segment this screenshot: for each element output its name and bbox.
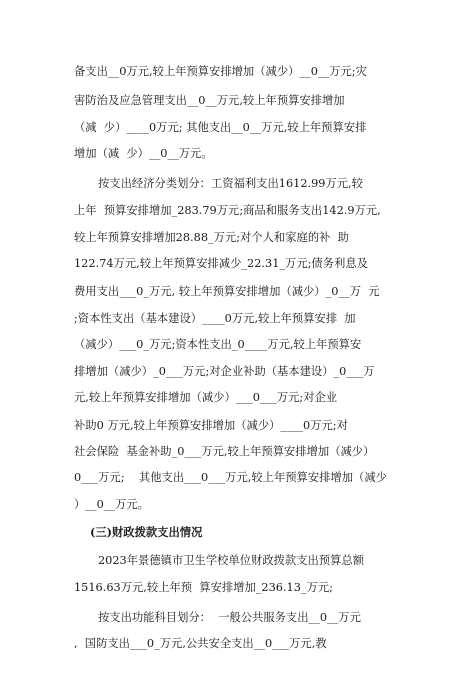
text-segment: （减少）___0_万元;资本性支出_0____万元,较上年预算安 <box>74 338 362 351</box>
text-segment: 1516.63万元,较上年预 算安排增加_236.13_万元; <box>74 581 333 594</box>
text-segment: 按支出经济分类划分：工资福利支出1612.99万元,较 <box>98 177 363 190</box>
text-segment: ）__0__万元。 <box>74 498 149 511</box>
text-segment: 2023年景德镇市卫生学校单位财政拨款支出预算总额 <box>98 554 364 567</box>
text-segment: 0___万元; 其他支出___0___万元,较上年预算安排增加（减少 <box>74 471 387 484</box>
text-segment: 增加（减 少）__0__万元。 <box>74 147 213 160</box>
text-segment: 上年 预算安排增加_283.79万元;商品和服务支出142.9万元, <box>74 204 381 217</box>
text-segment: 补助0 万元,较上年预算安排增加（减少）____0万元;对 <box>74 419 348 432</box>
text-segment: 社会保险 基金补助_0___万元,较上年预算安排增加（减少） <box>74 445 375 458</box>
text-segment: (三)财政拨款支出情况 <box>90 525 203 539</box>
text-segment: 排增加（减少）_0___万元;对企业补助（基本建设）_0___万 <box>74 365 375 378</box>
text-segment: 元,较上年预算安排增加（减少）___0___万元;对企业 <box>74 391 338 404</box>
text-segment: 备支出__0万元,较上年预算安排增加（减少）__0__万元;灾 <box>74 65 367 78</box>
text-segment: 害防治及应急管理支出__0__万元,较上年预算安排增加 <box>74 94 345 107</box>
text-segment: 较上年预算安排增加28.88_万元;对个人和家庭的补 助 <box>74 231 349 244</box>
text-segment: ;资本性支出（基本建设）____0万元,较上年预算安排 加 <box>74 312 356 325</box>
text-segment: , 国防支出___0_万元,公共安全支出__0___万元,教 <box>74 637 327 650</box>
text-segment: （减 少）____0万元; 其他支出__0__万元,较上年预算安排 <box>74 121 367 134</box>
text-segment: 122.74万元,较上年预算安排减少_22.31_万元;债务利息及 <box>74 257 368 270</box>
text-segment: 按支出功能科目划分： 一般公共服务支出__0__万元 <box>98 611 361 624</box>
text-segment: 费用支出___0_万元, 较上年预算安排增加（减少）_0__万 元 <box>74 285 380 298</box>
